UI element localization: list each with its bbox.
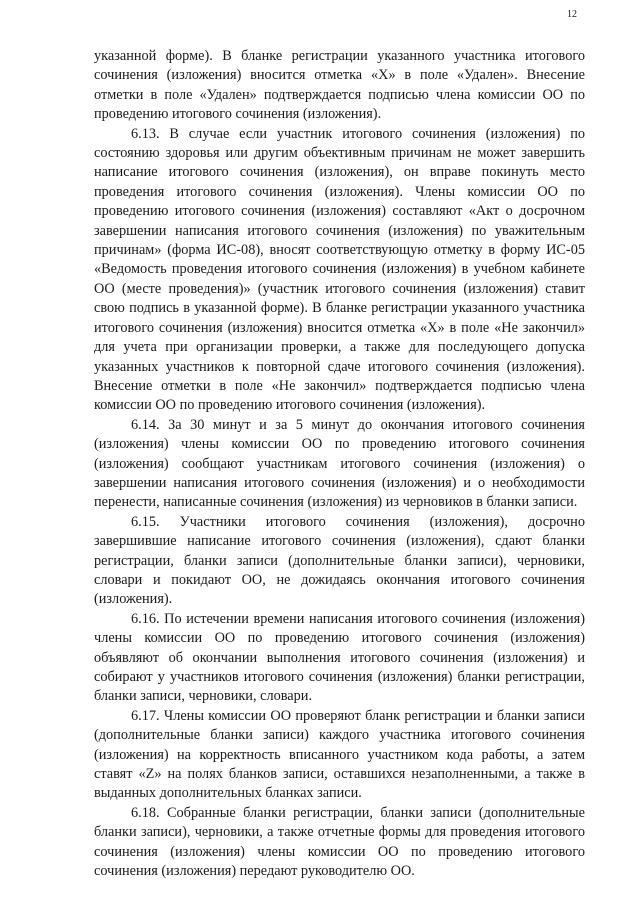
paragraph-6-18: 6.18. Собранные бланки регистрации, бланки записи (дополнительные бланки записи), черновики, а также отчетные формы для проведения итогового сочинения (изложения) члены комиссии ОО по проведению итогового сочинения (изложения) передают руководителю ОО. — [94, 804, 585, 880]
paragraph-6-15: 6.15. Участники итогового сочинения (изложения), досрочно завершившие написание итогового сочинения (изложения), сдают бланки регистрации, бланки записи (дополнительные бланки записи), черновики, словари и покидают ОО, не дожидаясь окончания итогового сочинения (изложения). — [94, 513, 585, 608]
document-body — [94, 47, 585, 881]
paragraph-continuation: указанной форме). В бланке регистрации указанного участника итогового сочинения (изложения) вносится отметка «Х» в поле «Удален». Внесение отметки в поле «Удален» подтверждается подписью члена комиссии ОО по проведению итогового сочинения (изложения). — [94, 48, 585, 123]
paragraph-6-13: 6.13. В случае если участник итогового сочинения (изложения) по состоянию здоровья или другим объективным причинам не может завершить написание итогового сочинения (изложения), он вправе покинуть место проведения итогового сочинения (изложения). Члены комиссии ОО по проведению итогового сочинения (изложения) составляют «Акт о досрочном завершении написания итогового сочинения (изложения) по уважительным причинам» (форма ИС-08), вносят соответствующую отметку в форму ИС-05 «Ведомость проведения итогового сочинения (изложения) в учебном кабинете ОО (месте проведения)» (участник итогового сочинения (изложения) ставит свою подпись в указанной форме). В бланке регистрации указанного участника итогового сочинения (изложения) вносится отметка «Х» в поле «Не закончил» для учета при организации проверки, а также для последующего допуска указанных участников к повторной сдаче итогового сочинения (изложения). Внесение отметки в поле «Не закончил» подтверждается подписью члена комиссии ОО по проведению итогового сочинения (изложения). — [94, 125, 585, 414]
paragraph-6-14: 6.14. За 30 минут и за 5 минут до окончания итогового сочинения (изложения) члены комиссии ОО по проведению итогового сочинения (изложения) сообщают участникам итогового сочинения (изложения) о завершении написания итогового сочинения (изложения) и о необходимости перенести, написанные сочинения (изложения) из черновиков в бланки записи. — [94, 416, 585, 511]
paragraph-6-16: 6.16. По истечении времени написания итогового сочинения (изложения) члены комиссии ОО по проведению итогового сочинения (изложения) объявляют об окончании выполнения итогового сочинения (изложения) и собирают у участников итогового сочинения (изложения) бланки регистрации, бланки записи, черновики, словари. — [94, 610, 585, 705]
paragraph-6-17: 6.17. Члены комиссии ОО проверяют бланк регистрации и бланки записи (дополнительные бланки записи) каждого участника итогового сочинения (изложения) на корректность вписанного участником кода работы, а затем ставят «Z» на полях бланков записи, оставшихся незаполненными, а также в выданных дополнительных бланках записи. — [94, 707, 585, 802]
page-number: 12 — [567, 9, 577, 20]
